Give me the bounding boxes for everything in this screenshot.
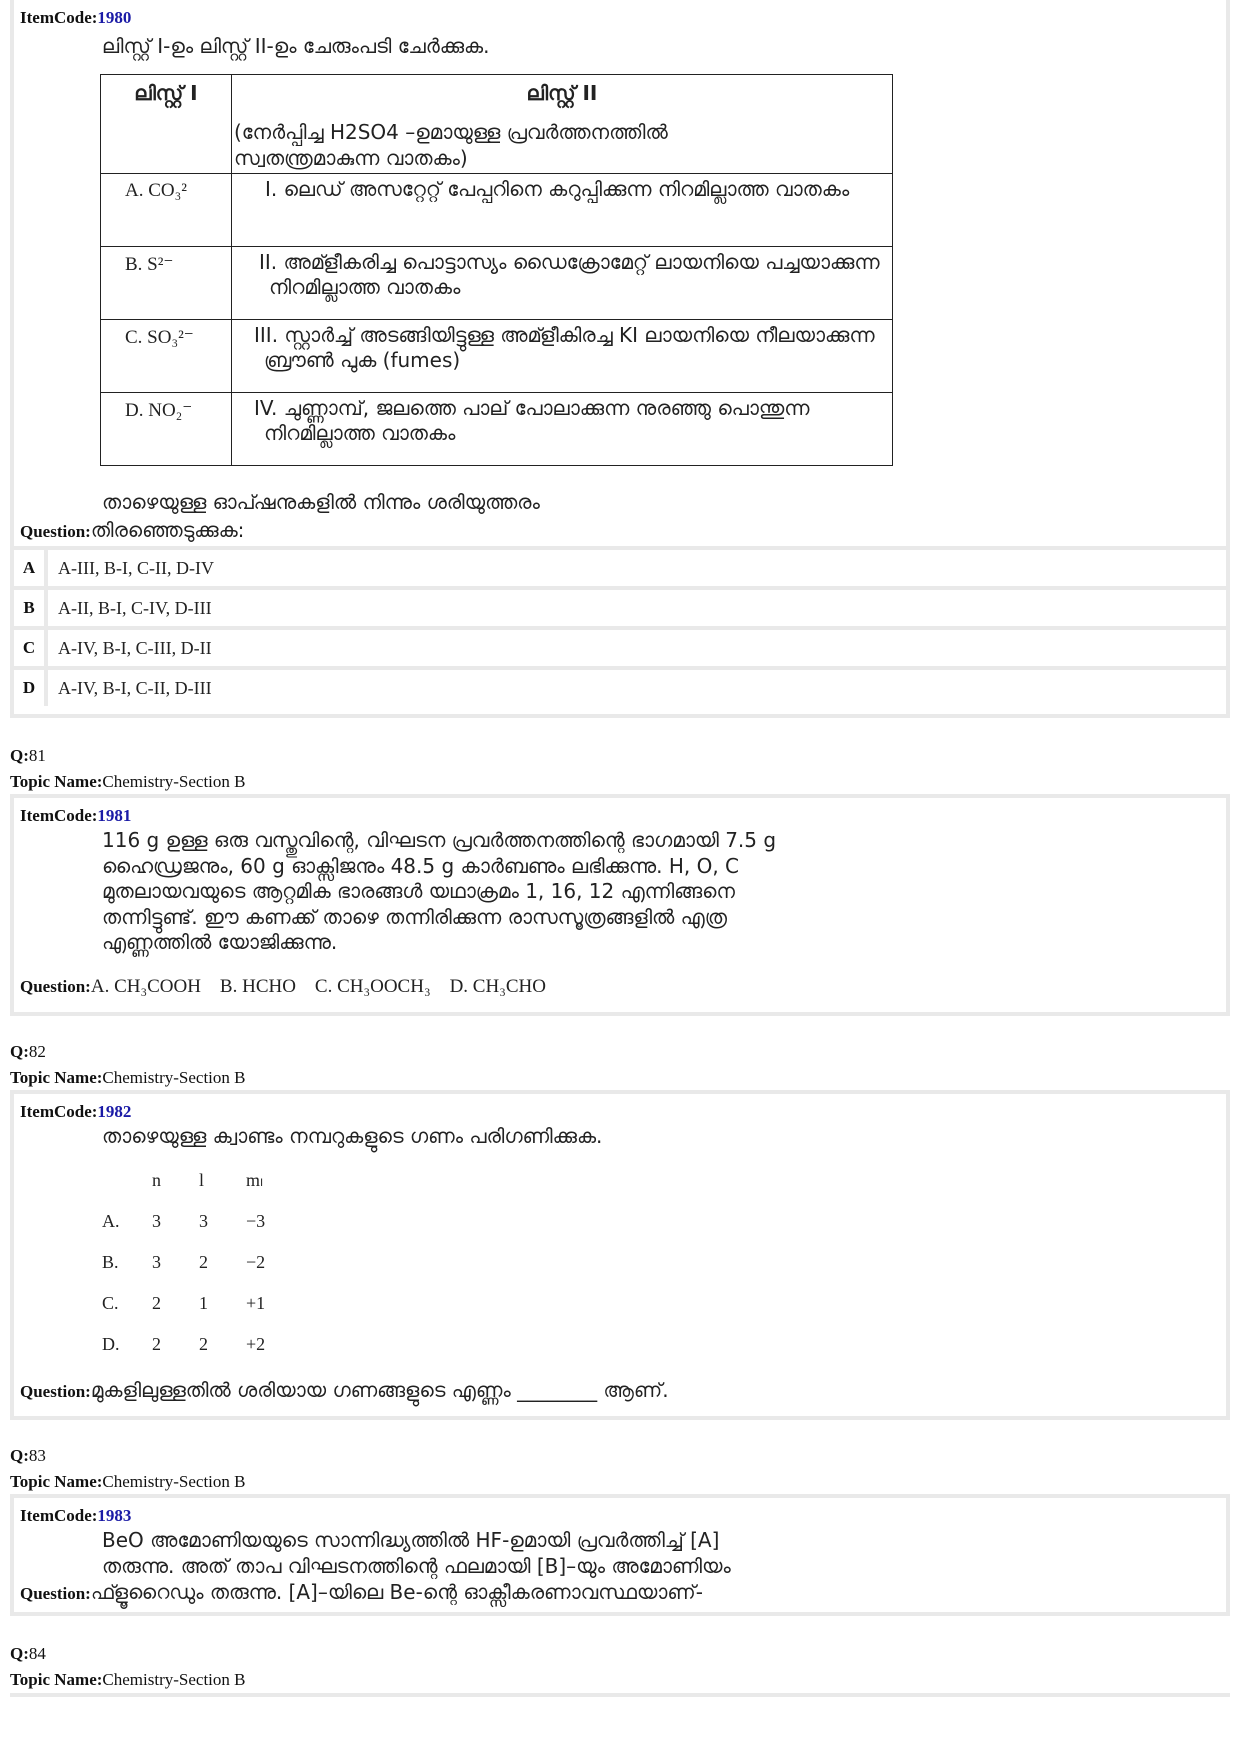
topic-value: Chemistry-Section B [102, 772, 246, 791]
row-label: D. [102, 1334, 120, 1354]
body-line: 116 g ഉള്ള ഒരു വസ്തുവിന്റെ, വിഘടന പ്രവർത്തനത്തിന്റെ ഭാഗമായി 7.5 g [102, 828, 777, 852]
topic-name-84 [10, 1670, 245, 1690]
topic-value: Chemistry-Section B [102, 1068, 246, 1087]
option-c[interactable] [14, 626, 1226, 666]
list1-cell [101, 320, 232, 393]
question-label: Question: [20, 1584, 91, 1603]
cell-n: 2 [152, 1334, 161, 1354]
question-number-82 [10, 1042, 46, 1062]
question-card-1982 [10, 1090, 1230, 1420]
list1-cell [101, 174, 232, 247]
item-code-label: ItemCode: [20, 1102, 98, 1121]
list1-item: D. NO₂⁻ [125, 400, 193, 421]
topic-label: Topic Name: [10, 1068, 103, 1087]
list2-item: I. ലെഡ് അസറ്റേറ്റ് പേപ്പറിനെ കറുപ്പിക്കുന്ന നിറമില്ലാത്ത വാതകം [265, 177, 850, 201]
question-number-83 [10, 1446, 46, 1466]
list1-header-cell [101, 75, 232, 174]
topic-value: Chemistry-Section B [102, 1670, 246, 1689]
list2-item: IV. ചുണ്ണാമ്പ്, ജലത്തെ പാല് പോലാക്കുന്ന നുരഞ്ഞു പൊന്തുന്ന നിറമില്ലാത്ത വാതകം [254, 396, 810, 445]
option-letter: A [14, 550, 48, 586]
list1-item: A. CO₃² [125, 180, 187, 201]
option-text: A-IV, B-I, C-II, D-III [58, 677, 212, 698]
topic-name-81 [10, 772, 245, 792]
body-line: BeO അമോണിയയുടെ സാന്നിദ്ധ്യത്തിൽ HF-ഉമായി പ്രവർത്തിച്ച് [A] [102, 1528, 720, 1552]
item-code-line [20, 1506, 131, 1526]
question-card-1983 [10, 1494, 1230, 1616]
question-label: Question: [20, 977, 91, 996]
q-label: Q: [10, 746, 29, 765]
item-code-label: ItemCode: [20, 1506, 98, 1525]
list2-item: II. അമ്ളീകരിച്ച പൊട്ടാസ്യം ഡൈക്രോമേറ്റ് ലായനിയെ പച്ചയാക്കുന്ന നിറമില്ലാത്ത വാതകം [259, 250, 880, 299]
question-intro: ലിസ്റ്റ് I-ഉം ലിസ്റ്റ് II-ഉം ചേരുംപടി ചേർക്കുക. [102, 34, 490, 58]
option-d[interactable] [14, 666, 1226, 706]
row-label: A. [102, 1211, 120, 1231]
item-code-label: ItemCode: [20, 806, 98, 825]
q-number: 84 [28, 1644, 46, 1663]
question-line [20, 976, 546, 998]
question-text: ഫ്ളൂറൈഡും തരുന്നു. [A]–യിലെ Be-ന്റെ ഓക്സീകരണാവസ്ഥയാണ്- [90, 1580, 703, 1604]
body-line: തരുന്നു. അത് താപ വിഘടനത്തിന്റെ ഫലമായി [B]–യും അമോണിയം [102, 1554, 731, 1578]
row-label: B. [102, 1252, 119, 1272]
body-line: തന്നിട്ടുണ്ട്. ഈ കണക്ക് താഴെ തന്നിരിക്കുന്ന രാസസൂത്രങ്ങളിൽ എത്ര [102, 904, 727, 929]
q-label: Q: [10, 1446, 29, 1465]
q-label: Q: [10, 1644, 29, 1663]
item-code-value: 1980 [97, 8, 132, 27]
list2-item: III. സ്റ്റാർച്ച് അടങ്ങിയിട്ടുള്ള അമ്ളീകിരച്ച KI ലായനിയെ നീലയാക്കുന്ന ബ്രൗൺ പുക (fumes) [254, 323, 875, 372]
topic-value: Chemistry-Section B [102, 1472, 246, 1491]
question-card-1980 [10, 0, 1230, 718]
cell-ml: −3 [246, 1211, 266, 1231]
option-text: A-III, B-I, C-II, D-IV [58, 557, 214, 578]
question-line [20, 518, 244, 542]
cell-n: 3 [152, 1211, 161, 1231]
question-line-1: താഴെയുള്ള ഓപ്ഷനുകളിൽ നിന്നും ശരിയുത്തരം [102, 490, 540, 514]
question-number-81 [10, 746, 46, 766]
option-letter: C [14, 630, 48, 666]
topic-name-83 [10, 1472, 245, 1492]
item-code-value: 1982 [97, 1102, 132, 1121]
list2-cell [232, 320, 893, 393]
cell-l: 1 [199, 1293, 208, 1313]
cell-l: 2 [199, 1334, 208, 1354]
list2-header: ലിസ്റ്റ് II [526, 81, 598, 105]
cell-ml: +1 [246, 1293, 266, 1313]
question-line-2: തിരഞ്ഞെടുക്കുക: [90, 518, 245, 542]
topic-label: Topic Name: [10, 1670, 103, 1689]
list1-header: ലിസ്റ്റ് I [134, 81, 198, 105]
match-table [100, 74, 893, 466]
question-text: A. CH₃COOH B. HCHO C. CH₃OOCH₃ D. CH₃CHO [90, 976, 546, 997]
list1-cell [101, 247, 232, 320]
question-label: Question: [20, 522, 91, 541]
q-number: 82 [28, 1042, 46, 1061]
topic-name-82 [10, 1068, 245, 1088]
cell-n: 3 [152, 1252, 161, 1272]
list2-header-cell [232, 75, 893, 174]
list1-item: B. S²⁻ [125, 254, 174, 275]
row-label: C. [102, 1293, 119, 1313]
option-text: A-IV, B-I, C-III, D-II [58, 637, 212, 658]
list1-cell [101, 393, 232, 466]
option-a[interactable] [14, 546, 1226, 586]
item-code-value: 1981 [97, 806, 132, 825]
cell-ml: +2 [246, 1334, 266, 1354]
item-code-line [20, 806, 131, 826]
question-label: Question: [20, 1382, 91, 1401]
cell-l: 2 [199, 1252, 208, 1272]
header-ml: mₗ [246, 1170, 263, 1190]
body-line: മുതലായവയുടെ ആറ്റമിക ഭാരങ്ങൾ യഥാക്രമം 1, 16, 12 എന്നിങ്ങനെ [102, 879, 735, 903]
q-number: 81 [28, 746, 46, 765]
option-letter: D [14, 670, 48, 706]
q-label: Q: [10, 1042, 29, 1061]
header-row [102, 1160, 265, 1201]
card-top-border [10, 1693, 1230, 1697]
body-line: ഹൈഡ്രജനും, 60 g ഓക്സിജനും 48.5 g കാർബണും ലഭിക്കുന്നു. H, O, C [102, 853, 740, 878]
question-line [20, 1580, 703, 1604]
question-body [102, 828, 776, 956]
topic-label: Topic Name: [10, 1472, 103, 1491]
cell-ml: −2 [246, 1252, 266, 1272]
item-code-value: 1983 [97, 1506, 132, 1525]
quantum-number-table [102, 1160, 265, 1365]
blank-cell [102, 1160, 152, 1201]
question-text: മുകളിലുള്ളതിൽ ശരിയായ ഗണങ്ങളുടെ എണ്ണം ________ ആണ്. [90, 1378, 669, 1402]
option-text: A-II, B-I, C-IV, D-III [58, 597, 212, 618]
item-code-line [20, 1102, 131, 1122]
question-line [20, 1378, 669, 1402]
header-l: l [199, 1170, 205, 1190]
option-b[interactable] [14, 586, 1226, 626]
table-row [102, 1201, 265, 1242]
list2-cell [232, 393, 893, 466]
table-row [102, 1283, 265, 1324]
cell-n: 2 [152, 1293, 161, 1313]
body-line: എണ്ണത്തിൽ യോജിക്കുന്നു. [102, 930, 338, 954]
header-n: n [152, 1170, 161, 1190]
list2-cell [232, 247, 893, 320]
cell-l: 3 [199, 1211, 208, 1231]
topic-label: Topic Name: [10, 772, 103, 791]
table-row [102, 1242, 265, 1283]
option-letter: B [14, 590, 48, 626]
list1-item: C. SO₃²⁻ [125, 327, 194, 348]
q-number: 83 [28, 1446, 46, 1465]
question-intro: താഴെയുള്ള ക്വാണ്ടം നമ്പറുകളുടെ ഗണം പരിഗണിക്കുക. [102, 1124, 603, 1148]
table-row [102, 1324, 265, 1365]
list2-subheader: (നേർപ്പിച്ച H2SO4 –ഉമായുള്ള പ്രവർത്തനത്തിൽ സ്വതന്ത്രമാകുന്ന വാതകം) [234, 120, 668, 170]
item-code-label: ItemCode: [20, 8, 98, 27]
question-card-1981 [10, 794, 1230, 1016]
list2-cell [232, 174, 893, 247]
question-number-84 [10, 1644, 46, 1664]
item-code-line [20, 8, 131, 28]
